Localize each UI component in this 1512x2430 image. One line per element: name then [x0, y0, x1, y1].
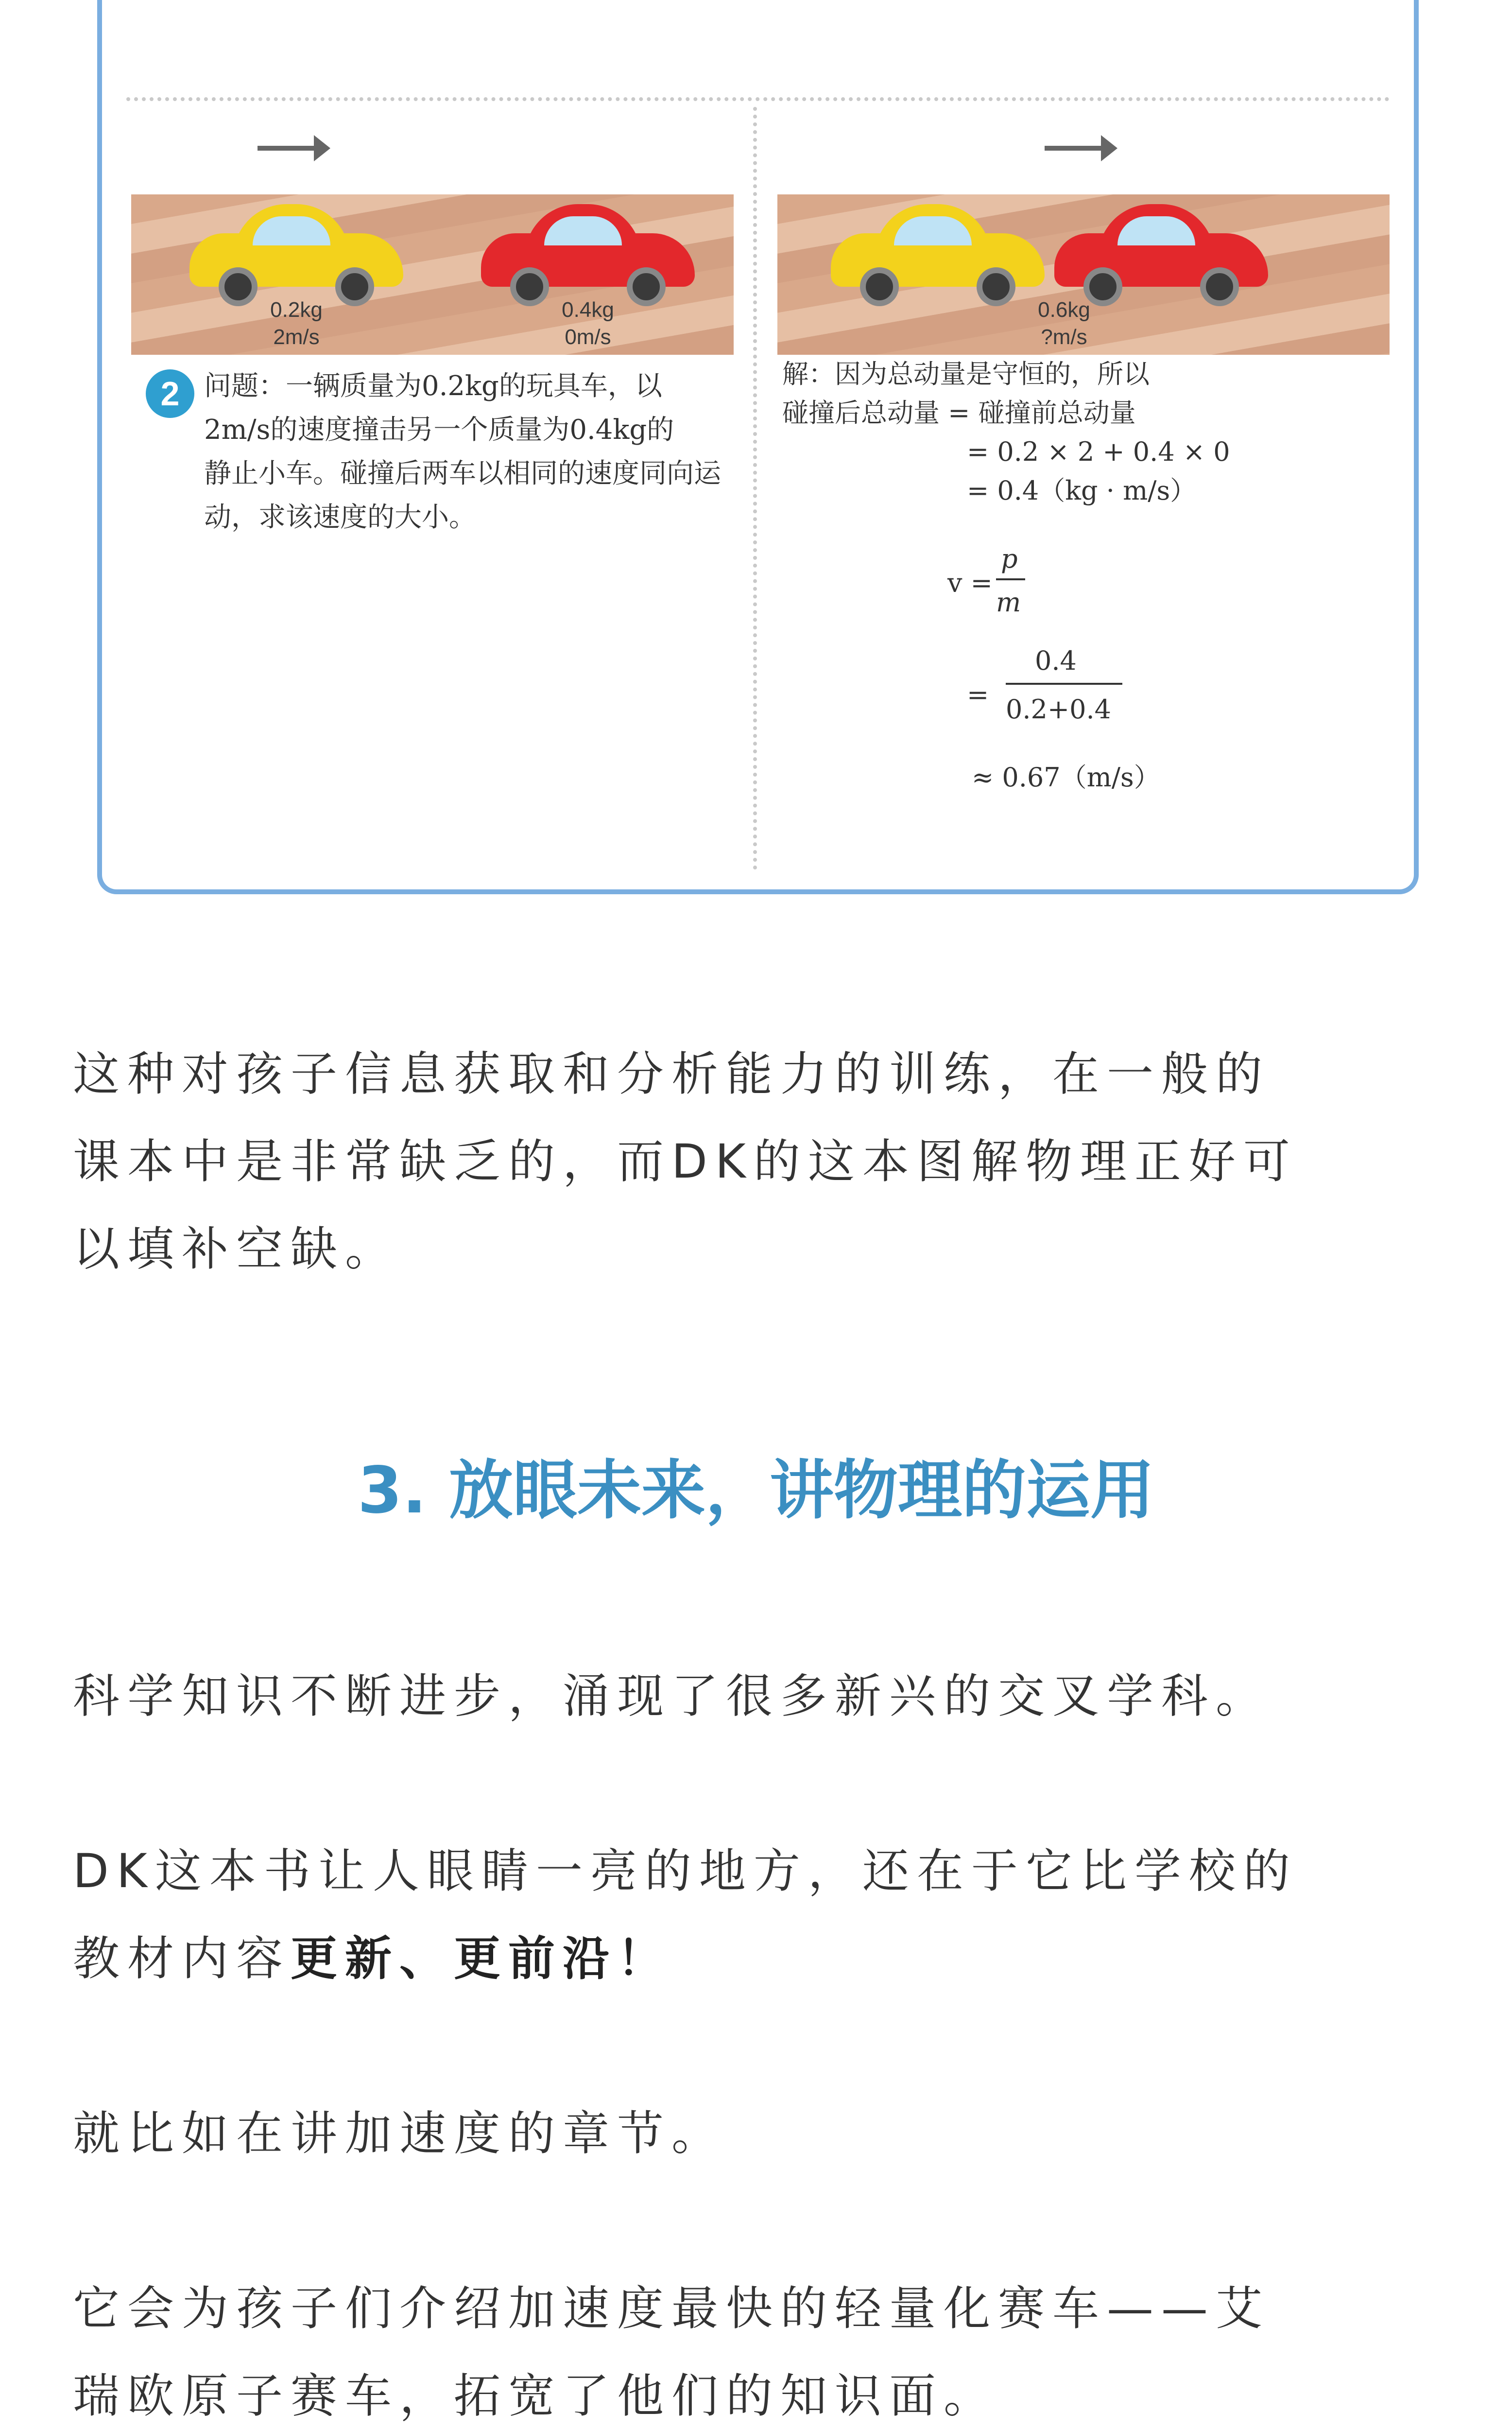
article-paragraph: 科学知识不断进步，涌现了很多新兴的交叉学科。: [73, 1669, 1270, 1723]
velocity-symbol: v =: [947, 568, 993, 598]
paragraph-line: 它会为孩子们介绍加速度最快的轻量化赛车——艾: [73, 2281, 1270, 2336]
dotted-separator: [126, 97, 1390, 101]
car1-speed: 2m/s: [273, 325, 320, 349]
red-toy-car: [1054, 204, 1268, 301]
article-paragraph: [73, 1827, 1443, 2002]
paragraph-line: [73, 1915, 1443, 2002]
paragraph-line: 这种对孩子信息获取和分析能力的训练，在一般的: [73, 1047, 1270, 1101]
yellow-toy-car: [189, 204, 403, 301]
solution-line: = 0.4（kg · m/s）: [967, 475, 1197, 506]
combined-mass: 0.6kg: [1038, 298, 1090, 322]
fraction-bar: [996, 578, 1025, 580]
article-paragraph: [73, 2265, 1443, 2430]
fraction-denominator: 0.2+0.4: [1006, 694, 1112, 725]
combined-speed: ?m/s: [1041, 325, 1087, 349]
article-paragraph: [73, 1030, 1443, 1293]
motion-arrow-icon: [1045, 146, 1113, 151]
solution-line: 碰撞后总动量 = 碰撞前总动量: [782, 398, 1136, 428]
question-line: 问题：一辆质量为0.2kg的玩具车，以: [204, 370, 662, 402]
car1-label: [233, 296, 360, 351]
equals-sign: =: [967, 679, 989, 710]
car2-speed: 0m/s: [565, 325, 611, 349]
car2-mass: 0.4kg: [562, 298, 614, 322]
article-paragraph: 就比如在讲加速度的章节。: [73, 2106, 726, 2161]
paragraph-line: 课本中是非常缺乏的，而DK的这本图解物理正好可: [73, 1134, 1298, 1189]
combined-label: [1001, 296, 1127, 351]
question-line: 静止小车。碰撞后两车以相同的速度同向运: [204, 458, 721, 489]
paragraph-line: DK这本书让人眼睛一亮的地方，还在于它比学校的: [73, 1844, 1298, 1898]
question-number-badge: 2: [146, 369, 194, 418]
emphasis-text: 更新、更前沿！: [291, 1931, 671, 1986]
solution-line: 解：因为总动量是守恒的，所以: [782, 359, 1150, 389]
motion-arrow-icon: [258, 146, 326, 151]
yellow-toy-car: [831, 204, 1045, 301]
paragraph-text: 教材内容: [73, 1931, 291, 1986]
car1-mass: 0.2kg: [270, 298, 323, 322]
car2-label: [525, 296, 651, 351]
question-line: 2m/s的速度撞击另一个质量为0.4kg的: [204, 414, 674, 446]
fraction-bar: [1006, 683, 1122, 685]
solution-line: = 0.2 × 2 + 0.4 × 0: [967, 436, 1230, 467]
paragraph-line: 瑞欧原子赛车，拓宽了他们的知识面。: [73, 2369, 998, 2423]
section-heading: 3. 放眼未来，讲物理的运用: [358, 1453, 1154, 1528]
fraction-denominator: m: [996, 587, 1021, 618]
column-divider: [753, 107, 757, 870]
solution-result: ≈ 0.67（m/s）: [972, 762, 1160, 793]
fraction-numerator: 0.4: [1035, 645, 1077, 676]
question-text: [204, 364, 739, 539]
fraction-numerator: p: [1001, 543, 1018, 574]
question-line: 动，求该速度的大小。: [204, 502, 476, 533]
red-toy-car: [481, 204, 695, 301]
textbook-example-card: [97, 0, 1419, 894]
paragraph-line: 以填补空缺。: [73, 1222, 399, 1276]
